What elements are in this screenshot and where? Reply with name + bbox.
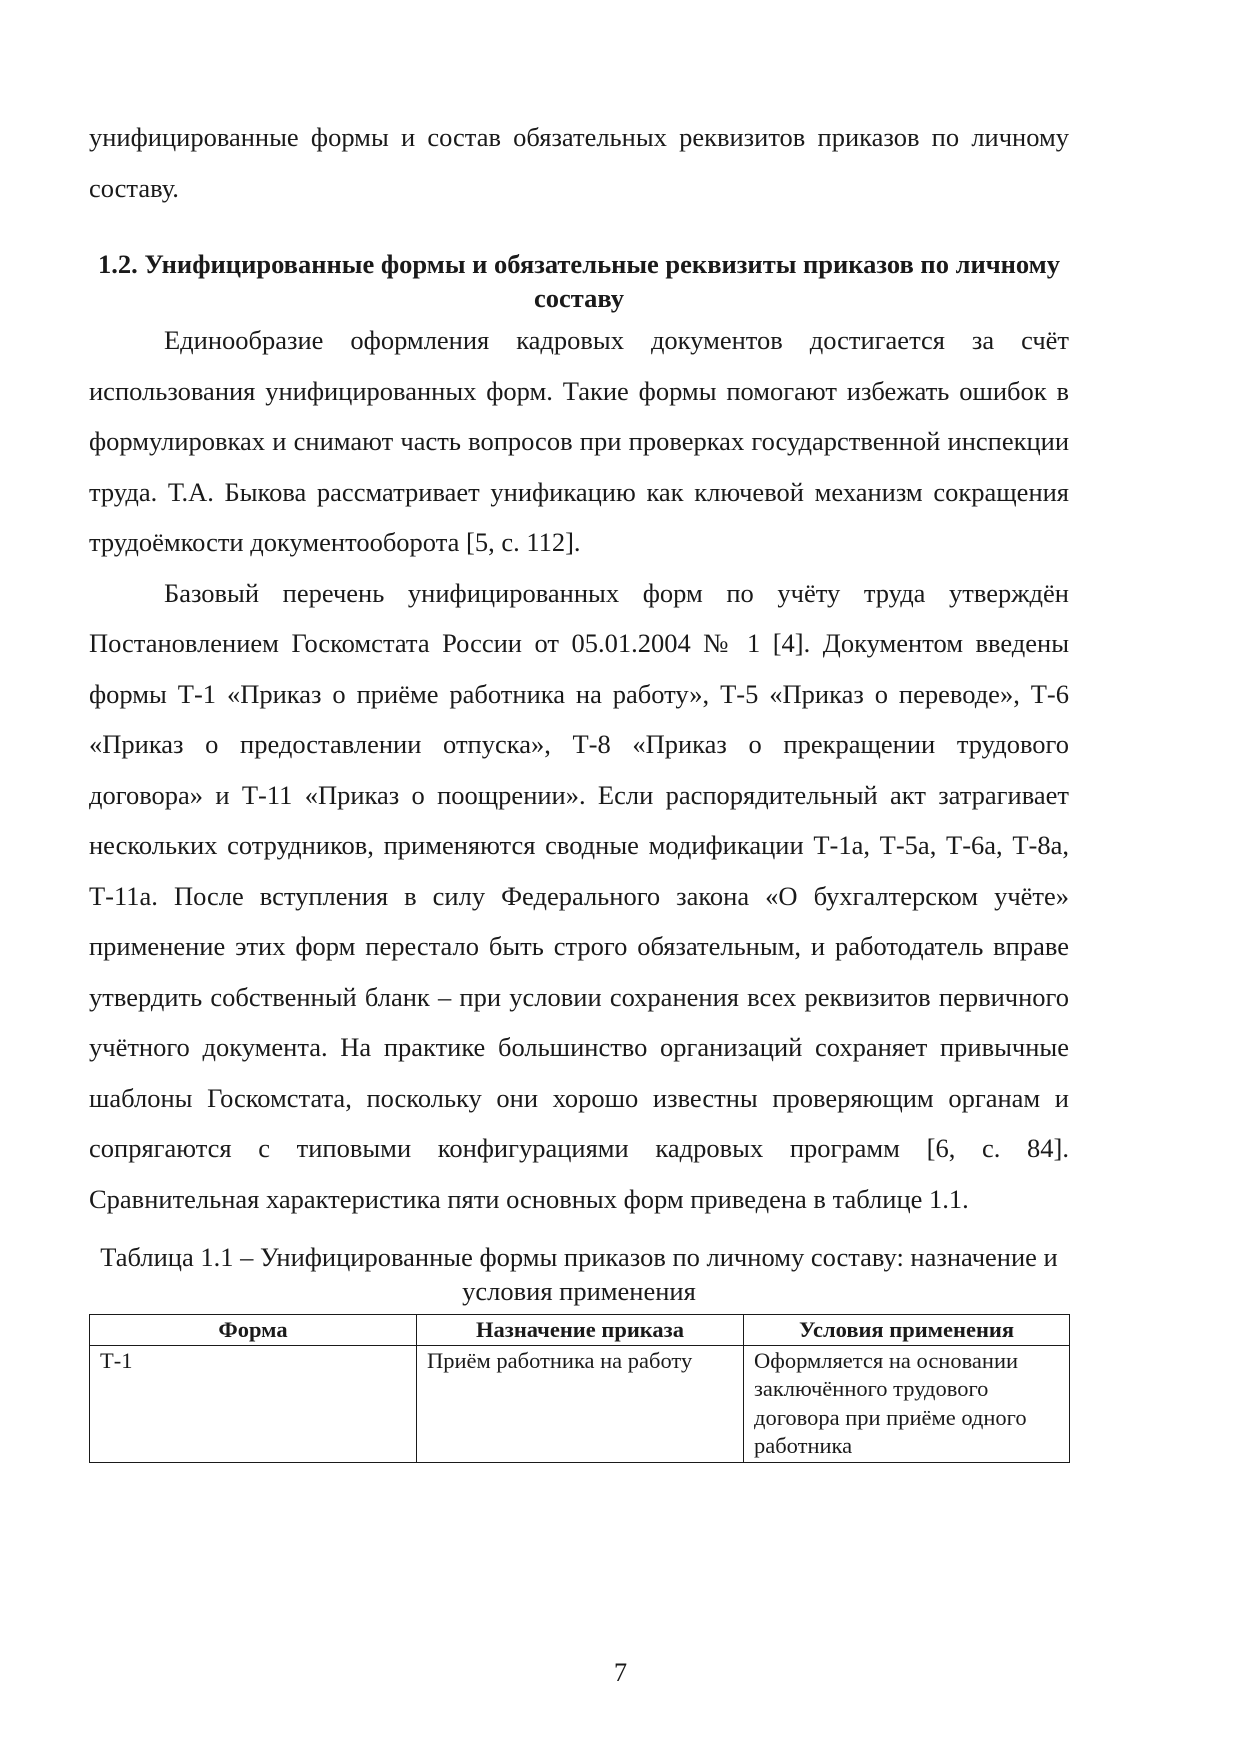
document-page	[89, 112, 1069, 1463]
header-form: Форма	[90, 1315, 417, 1346]
intro-paragraph-tail: унифицированные формы и состав обязательных реквизитов приказов по личному составу.	[89, 122, 1069, 203]
header-purpose: Назначение приказа	[417, 1315, 744, 1346]
cell-conditions: Оформляется на основании заключённого трудового договора при приёме одного работника	[744, 1345, 1070, 1462]
cell-purpose: Приём работника на работу	[417, 1345, 744, 1462]
table-header-row	[90, 1315, 1070, 1346]
header-conditions: Условия применения	[744, 1315, 1070, 1346]
table-caption: Таблица 1.1 – Унифицированные формы приказов по личному составу: назначение и условия применения	[100, 1242, 1058, 1306]
page-number: 7	[613, 1657, 628, 1687]
table-row	[90, 1345, 1070, 1462]
section-heading: 1.2. Унифицированные формы и обязательные реквизиты приказов по личному составу	[98, 249, 1060, 313]
forms-table	[89, 1314, 1070, 1463]
body-paragraph-1: Единообразие оформления кадровых документов достигается за счёт использования унифицированных форм. Такие формы помогают избежать ошибок в формулировках и снимают часть вопросов при проверках государственной инспекции труда. Т.А. Быкова рассматривает унификацию как ключевой механизм сокращения трудоёмкости документооборота [5, с. 112].	[89, 325, 1069, 557]
cell-form: Т-1	[90, 1345, 417, 1462]
body-paragraph-2: Базовый перечень унифицированных форм по учёту труда утверждён Постановлением Госкомстата России от 05.01.2004 № 1 [4]. Документом введены формы Т-1 «Приказ о приёме работника на работу», Т-5 «Приказ о переводе», Т-6 «Приказ о предоставлении отпуска», Т-8 «Приказ о прекращении трудового договора» и Т-11 «Приказ о поощрении». Если распорядительный акт затрагивает нескольких сотрудников, применяются сводные модификации Т-1а, Т-5а, Т-6а, Т-8а, Т-11а. После вступления в силу Федерального закона «О бухгалтерском учёте» применение этих форм перестало быть строго обязательным, и работодатель вправе утвердить собственный бланк – при условии сохранения всех реквизитов первичного учётного документа. На практике большинство организаций сохраняет привычные шаблоны Госкомстата, поскольку они хорошо известны проверяющим органам и сопрягаются с типовыми конфигурациями кадровых программ [6, с. 84]. Сравнительная характеристика пяти основных форм приведена в таблице 1.1.	[89, 577, 1069, 1214]
